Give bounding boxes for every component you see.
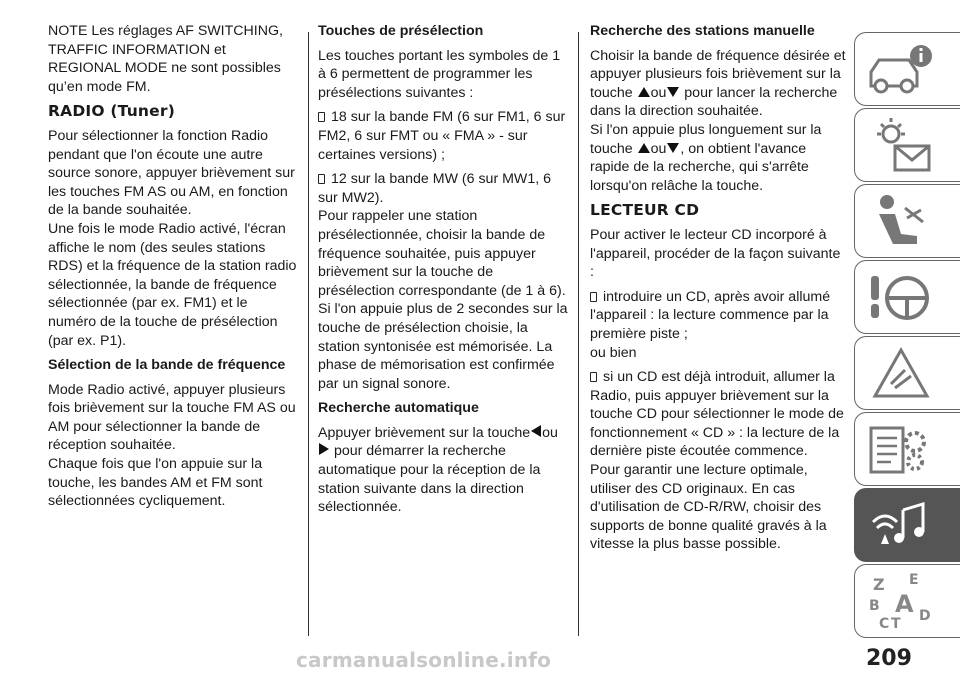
auto-search-paragraph (318, 424, 568, 517)
band-paragraph: Mode Radio activé, appuyer plusieurs fois brièvement sur la touche FM AS ou AM pour sélectionner la bande de réception souhaitée. (48, 381, 296, 454)
page-number: 209 (866, 646, 912, 671)
band-heading: Sélection de la bande de fréquence (48, 357, 286, 374)
warning-triangle-icon (865, 340, 935, 408)
recall-paragraph-2: Si l'on appuie plus de 2 secondes sur la touche de présélection choisie, la station syntonisée est mémorisée. La phase de mémorisation est confirmée par un signal sonore. (318, 301, 568, 392)
arrow-down-icon (667, 143, 679, 153)
tab-dashboard-lights[interactable] (854, 108, 960, 182)
seat-airbag-icon (865, 188, 935, 256)
multimedia-icon (865, 492, 935, 560)
cd-paragraph-2: Pour garantir une lecture optimale, utiliser des CD originaux. En cas d'utilisation de CD-R/RW, choisir des supports de bonne qualité gravés à la vitesse la plus basse possible. (590, 462, 827, 553)
svg-text:B: B (869, 598, 880, 614)
column-3 (590, 22, 848, 560)
presets-heading: Touches de présélection (318, 23, 484, 39)
note-text: NOTE Les réglages AF SWITCHING, TRAFFIC INFORMATION et REGIONAL MODE ne sont possibles qu’en mode FM. (48, 23, 283, 95)
column-divider (578, 32, 579, 636)
cd-or-text: ou bien (590, 344, 637, 361)
svg-text:T: T (891, 616, 901, 632)
auto-text-a: Appuyer brièvement sur la touche (318, 424, 531, 441)
svg-text:A: A (895, 590, 914, 618)
svg-text:E: E (909, 572, 919, 588)
auto-text-or: ou (542, 424, 558, 441)
bullet-icon (590, 372, 597, 382)
arrow-up-icon (638, 87, 650, 97)
tab-maintenance[interactable] (854, 412, 960, 486)
bullet-text: 18 sur la bande FM (6 sur FM1, 6 sur FM2, 6 sur FMT ou « FMA » - sur certaines versions) ; (318, 109, 566, 163)
car-info-icon (865, 36, 935, 104)
bullet-text: 12 sur la bande MW (6 sur MW1, 6 sur MW2). (318, 171, 551, 206)
bullet-text: si un CD est déjà introduit, allumer la Radio, puis appuyer brièvement sur la touche CD pour sélectionner le mode de fonctionnement « CD » : la lecture de la dernière piste écoutée commence. (590, 369, 844, 460)
arrow-up-icon (638, 143, 650, 153)
column-divider (308, 32, 309, 636)
recall-paragraph: Pour rappeler une station présélectionnée, choisir la bande de fréquence souhaitée, puis appuyer brièvement sur la touche de présélection correspondante (de 1 à 6). (318, 208, 566, 299)
bullet-icon (318, 174, 325, 184)
steering-wheel-icon (865, 264, 935, 332)
presets-bullet-1 (318, 108, 568, 164)
seek-left-icon (531, 425, 541, 437)
tab-steering-wheel[interactable] (854, 260, 960, 334)
cd-bullet-1 (590, 288, 848, 344)
tab-index[interactable] (854, 564, 960, 638)
svg-text:Z: Z (873, 575, 885, 594)
bullet-icon (318, 112, 325, 122)
tab-multimedia[interactable] (854, 488, 960, 562)
manual-search-paragraph-2 (590, 121, 848, 195)
maintenance-icon (865, 416, 935, 484)
svg-text:D: D (919, 608, 931, 624)
presets-bullet-2 (318, 170, 568, 207)
dashboard-lights-icon (865, 112, 935, 180)
bullet-icon (590, 292, 597, 302)
band-paragraph-2: Chaque fois que l'on appuie sur la touche, les bandes AM et FM sont sélectionnées cycliquement. (48, 456, 263, 510)
watermark: carmanualsonline.info (296, 648, 552, 672)
column-1 (48, 22, 298, 517)
presets-paragraph: Les touches portant les symboles de 1 à 6 permettent de programmer les présélections suivantes : (318, 47, 561, 101)
auto-search-heading: Recherche automatique (318, 400, 479, 417)
seek-right-icon (319, 443, 329, 455)
manual-text2-a: Si l'on appuie plus longuement sur la touche (590, 121, 822, 157)
manual-text2-or: ou (650, 140, 667, 157)
cd-bullet-2 (590, 368, 848, 461)
cd-paragraph: Pour activer le lecteur CD incorporé à l'appareil, procéder de la façon suivante : (590, 226, 841, 281)
radio-heading: RADIO (Tuner) (48, 102, 176, 121)
radio-paragraph: Pour sélectionner la fonction Radio pendant que l'on écoute une autre source sonore, appuyer brièvement sur les touches FM AS ou AM, en fonction de la bande souhaitée. (48, 127, 295, 219)
arrow-down-icon (667, 87, 679, 97)
cd-heading: LECTEUR CD (590, 201, 700, 220)
column-2 (318, 22, 568, 523)
svg-text:C: C (879, 616, 890, 632)
bullet-text: introduire un CD, après avoir allumé l'appareil : la lecture commence par la première piste ; (590, 288, 831, 342)
manual-text-or: ou (650, 84, 667, 101)
alphabetical-index-icon (865, 568, 935, 636)
tab-emergency[interactable] (854, 336, 960, 410)
manual-text-b: pour lancer la recherche dans la direction souhaitée. (590, 84, 838, 120)
manual-search-paragraph (590, 47, 848, 121)
manual-text-a: Choisir la bande de fréquence désirée et appuyer plusieurs fois brièvement sur la touche (590, 47, 846, 101)
radio-paragraph-2: Une fois le mode Radio activé, l'écran affiche le nom (des seules stations RDS) et la fréquence de la station radio sélectionnée, la bande de fréquence sélectionnée (par ex. FM1) et le numéro de la touche de présélection (par ex. P1). (48, 220, 297, 349)
auto-text-b: pour démarrer la recherche automatique pour la réception de la station suivante dans la direction sélectionnée. (318, 443, 541, 516)
tab-car-info[interactable] (854, 32, 960, 106)
manual-search-heading: Recherche des stations manuelle (590, 23, 815, 39)
tab-seat-airbag[interactable] (854, 184, 960, 258)
manual-text2-b: , on obtient l'avance rapide de la recherche, qui s'arrête lorsqu'on relâche la touche. (590, 140, 809, 194)
